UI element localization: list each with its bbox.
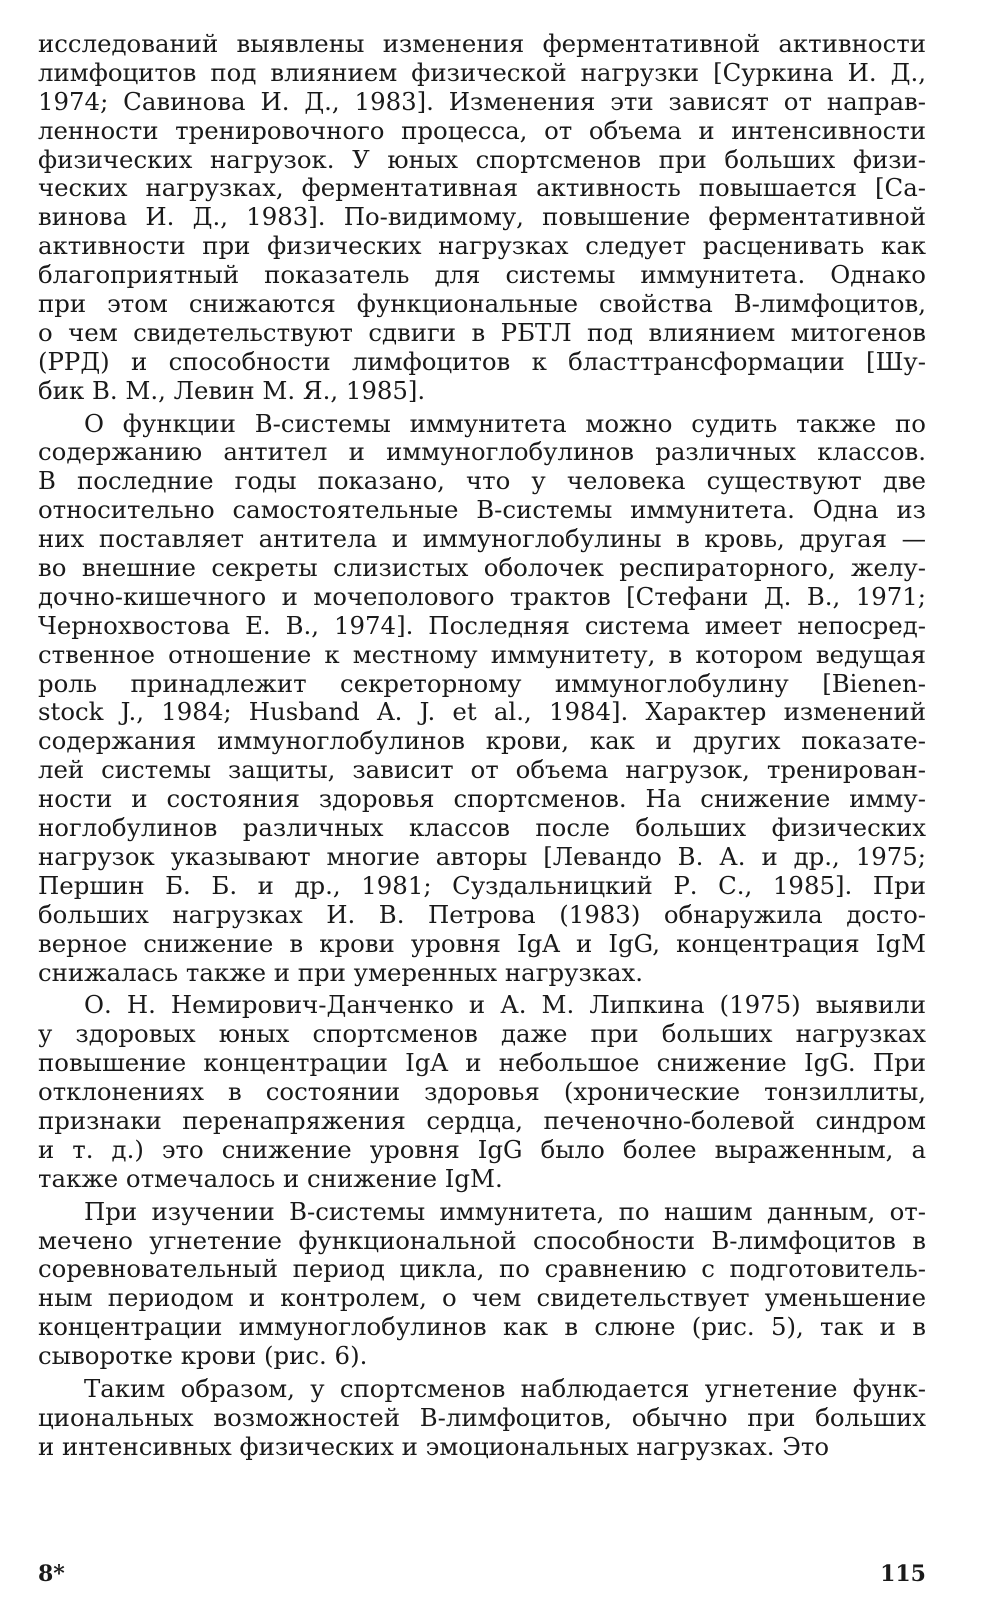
text-line: нагрузок указывают многие авторы [Левандо В. А. и др., 1975; [38, 841, 926, 871]
text-line: концентрации иммуноглобулинов как в слюне (рис. 5), так и в [38, 1312, 926, 1342]
text-line: дочно-кишечного и мочеполового трактов [Стефани Д. В., 1971; [38, 581, 926, 611]
text-line: О. Н. Немирович-Данченко и А. М. Липкина (1975) выявили [84, 990, 926, 1020]
text-line: содержанию антител и иммуноглобулинов различных классов. [38, 437, 926, 467]
text-line: лей системы защиты, зависит от объема нагрузок, тренирован- [38, 755, 926, 785]
text-line: отклонениях в состоянии здоровья (хронические тонзиллиты, [38, 1077, 926, 1107]
text-line: о чем свидетельствуют сдвиги в РБТЛ под влиянием митогенов [38, 317, 926, 347]
text-line: верное снижение в крови уровня IgA и IgG, концентрация IgM [38, 928, 926, 958]
text-line: При изучении В-системы иммунитета, по нашим данным, от- [84, 1196, 926, 1226]
text-line: соревновательный период цикла, по сравнению с подготовитель- [38, 1254, 926, 1284]
text-line: О функции В-системы иммунитета можно судить также по [84, 408, 926, 438]
text-line: признаки перенапряжения сердца, печеночно-болевой синдром [38, 1105, 926, 1135]
text-line: ности и состояния здоровья спортсменов. На снижение имму- [38, 784, 926, 814]
text-line: снижалась также и при умеренных нагрузках. [38, 957, 644, 987]
paragraph [38, 1198, 926, 1371]
text-line: роль принадлежит секреторному иммуноглобулину [Bienen- [38, 668, 926, 698]
text-line: винова И. Д., 1983]. По-видимому, повышение ферментативной [38, 202, 926, 232]
text-line: них поставляет антитела и иммуноглобулины в кровь, другая — [38, 524, 926, 554]
signature-mark: 8* [38, 1561, 65, 1587]
page-footer [38, 1561, 926, 1591]
text-line: исследований выявлены изменения ферментативной активности [38, 29, 926, 58]
text-line: Першин Б. Б. и др., 1981; Суздальницкий Р. С., 1985]. При [38, 870, 926, 900]
text-line: ленности тренировочного процесса, от объема и интенсивности [38, 115, 926, 145]
text-line: мечено угнетение функциональной способности В-лимфоцитов в [38, 1225, 926, 1255]
text-line: циональных возможностей В-лимфоцитов, обычно при больших [38, 1402, 926, 1432]
page-body [38, 30, 926, 1462]
text-line: ственное отношение к местному иммунитету, в котором ведущая [38, 639, 926, 669]
text-line: и интенсивных физических и эмоциональных нагрузках. Это [38, 1431, 830, 1461]
text-line: stock J., 1984; Husband A. J. et al., 1984]. Характер изменений [38, 697, 926, 727]
text-line: лимфоцитов под влиянием физической нагрузки [Суркина И. Д., [38, 57, 926, 87]
paragraph [38, 410, 926, 988]
text-line: и т. д.) это снижение уровня IgG было более выраженным, а [38, 1134, 926, 1164]
text-line: Чернохвостова Е. В., 1974]. Последняя система имеет непосред- [38, 610, 926, 640]
text-line: содержания иммуноглобулинов крови, как и других показате- [38, 726, 926, 756]
text-line: В последние годы показано, что у человека существуют две [38, 466, 926, 496]
text-line: сыворотке крови (рис. 6). [38, 1341, 368, 1371]
text-line: ческих нагрузках, ферментативная активность повышается [Са- [38, 173, 926, 203]
page-number: 115 [880, 1561, 926, 1587]
text-line: 1974; Савинова И. Д., 1983]. Изменения эти зависят от направ- [38, 86, 926, 116]
paragraph [38, 30, 926, 406]
text-line: во внешние секреты слизистых оболочек респираторного, желу- [38, 553, 926, 583]
text-line: физических нагрузок. У юных спортсменов при больших физи- [38, 144, 926, 174]
text-line: ноглобулинов различных классов после больших физических [38, 813, 926, 843]
text-line: активности при физических нагрузках следует расценивать как [38, 231, 926, 261]
text-line: относительно самостоятельные В-системы иммунитета. Одна из [38, 495, 926, 525]
text-line: Таким образом, у спортсменов наблюдается угнетение функ- [84, 1373, 926, 1403]
paragraph [38, 1375, 926, 1462]
text-line: при этом снижаются функциональные свойства В-лимфоцитов, [38, 289, 926, 319]
text-line: больших нагрузках И. В. Петрова (1983) обнаружила досто- [38, 899, 926, 929]
text-line: повышение концентрации IgA и небольшое снижение IgG. При [38, 1048, 926, 1078]
paragraph [38, 991, 926, 1193]
text-line: благоприятный показатель для системы иммунитета. Однако [38, 260, 926, 290]
text-line: также отмечалось и снижение IgM. [38, 1163, 503, 1193]
text-line: ным периодом и контролем, о чем свидетельствует уменьшение [38, 1283, 926, 1313]
text-line: у здоровых юных спортсменов даже при больших нагрузках [38, 1019, 926, 1049]
text-line: бик В. М., Левин М. Я., 1985]. [38, 375, 426, 405]
text-line: (РРД) и способности лимфоцитов к бласттрансформации [Шу- [38, 346, 926, 376]
